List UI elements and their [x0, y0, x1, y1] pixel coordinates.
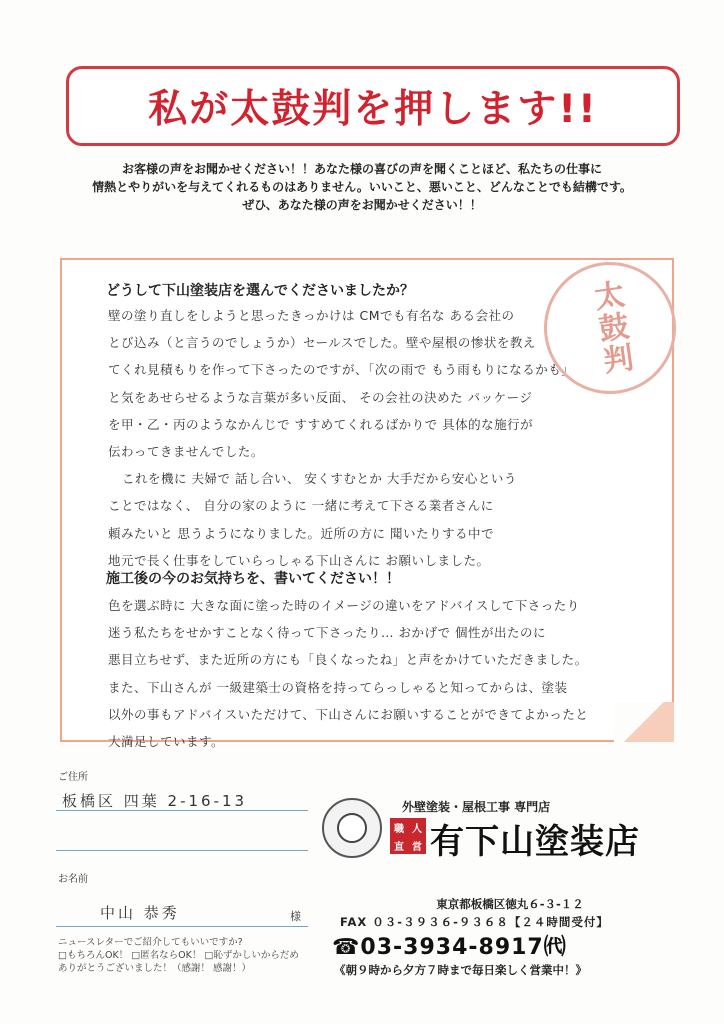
mascot-logo — [322, 798, 382, 858]
intro-line: ぜひ、あなた様の声をお聞かせください！！ — [242, 198, 482, 212]
newsletter-line: ありがとうございました！（感謝！ 感謝！） — [58, 963, 252, 974]
badge-char: 人 — [412, 823, 422, 835]
company-block — [322, 794, 682, 864]
headline-banner — [66, 66, 680, 146]
answer-line: を甲・乙・丙のようなかんじで すすめてくれるばかりで 具体的な施行が — [108, 416, 534, 432]
answer-line: 以外の事もアドバイスいただけて、下山さんにお願いすることができてよかったと — [108, 706, 589, 722]
company-phone: ☎03-3934-8917㈹ — [332, 935, 567, 960]
business-hours: 《朝９時から夕方７時まで毎日楽しく営業中！》 — [334, 963, 587, 977]
answer-line: これを機に 夫婦で 話し合い、 安くすむとか 大手だから安心という — [122, 471, 517, 487]
address-line-2 — [56, 850, 308, 851]
answer-line: ことではなく、 自分の家のように 一緒に考えて下さる業者さんに — [108, 498, 494, 514]
answer-line: 大満足しています。 — [108, 734, 225, 750]
answer-2 — [108, 592, 668, 755]
newsletter-consent — [58, 936, 299, 975]
name-line — [56, 926, 308, 927]
newsletter-options: □もちろんOK！ □匿名ならOK！ □恥ずかしいからだめ — [58, 950, 299, 961]
badge-char: 直 — [394, 841, 404, 853]
badge-char: 営 — [412, 841, 422, 853]
company-contact — [340, 896, 680, 930]
answer-line: とび込み（と言うのでしょうか）セールスでした。壁や屋根の惨状を教え — [108, 335, 536, 351]
company-tagline: 外壁塗装・屋根工事 専門店 — [402, 800, 551, 814]
answer-line: また、下山さんが 一級建築士の資格を持ってらっしゃると知ってからは、塗装 — [108, 679, 568, 695]
answer-line: 壁の塗り直しをしようと思ったきっかけは CMでも有名な ある会社の — [108, 308, 515, 323]
answer-line: 伝わってきませんでした。 — [108, 444, 264, 460]
stamp-text: 太鼓判 — [586, 277, 635, 378]
name-label: お名前 — [58, 874, 88, 885]
answer-line: と気をあせらせるような言葉が多い反面、 その会社の決めた パッケージ — [108, 389, 533, 405]
mascot-face-icon — [337, 813, 367, 843]
address-line-1 — [56, 810, 308, 811]
intro-line: お客様の声をお聞かせください！！あなた様の喜びの声を聞くことほど、私たちの仕事に — [121, 162, 602, 176]
headline-title: 私が太鼓判を押します!! — [148, 87, 598, 132]
answer-line: 迷う私たちをせかすことなく待って下さったり… おかげで 個性が出たのに — [108, 625, 546, 641]
company-address: 東京都板橋区徳丸６-３-１２ — [436, 897, 584, 911]
intro-line: 情熱とやりがいを与えてくれるものはありません。いいこと、悪いこと、どんなことでも結構です。 — [92, 180, 632, 194]
answer-line: てくれ見積もりを作って下さったのですが、「次の雨で もう雨もりになるかも」 — [108, 362, 575, 378]
intro-text — [40, 160, 684, 214]
answer-line: 頼みたいと 思うようになりました。近所の方に 聞いたりする中で — [108, 525, 494, 541]
address-value: 板橋区 四葉 2-16-13 — [62, 792, 248, 810]
name-value: 中山 恭秀 — [100, 904, 180, 922]
question-2: 施工後の今のお気持ちを、書いてください！！ — [106, 571, 400, 587]
newsletter-line: ニュースレターでご紹介してもいいですか? — [58, 937, 243, 948]
answer-line: 地元で長く仕事をしていらっしゃる下山さんに お願いしました。 — [108, 552, 490, 568]
address-label: ご住所 — [58, 772, 88, 783]
question-1: どうして下山塗装店を選んでくださいましたか？ — [106, 283, 414, 299]
badge-char: 職 — [394, 823, 404, 835]
answer-line: 色を選ぶ時に 大きな面に塗った時のイメージの違いをアドバイスして下さったり — [108, 598, 580, 613]
answer-line: 悪目立ちせず、また近所の方にも「良くなったね」と声をかけていただきました。 — [108, 652, 588, 668]
shokunin-badge — [390, 818, 426, 854]
company-fax: FAX ０３-３９３６-９３６８【２４時間受付】 — [340, 915, 609, 929]
company-name: 有下山塗装店 — [430, 822, 640, 862]
honorific: 様 — [290, 910, 301, 923]
